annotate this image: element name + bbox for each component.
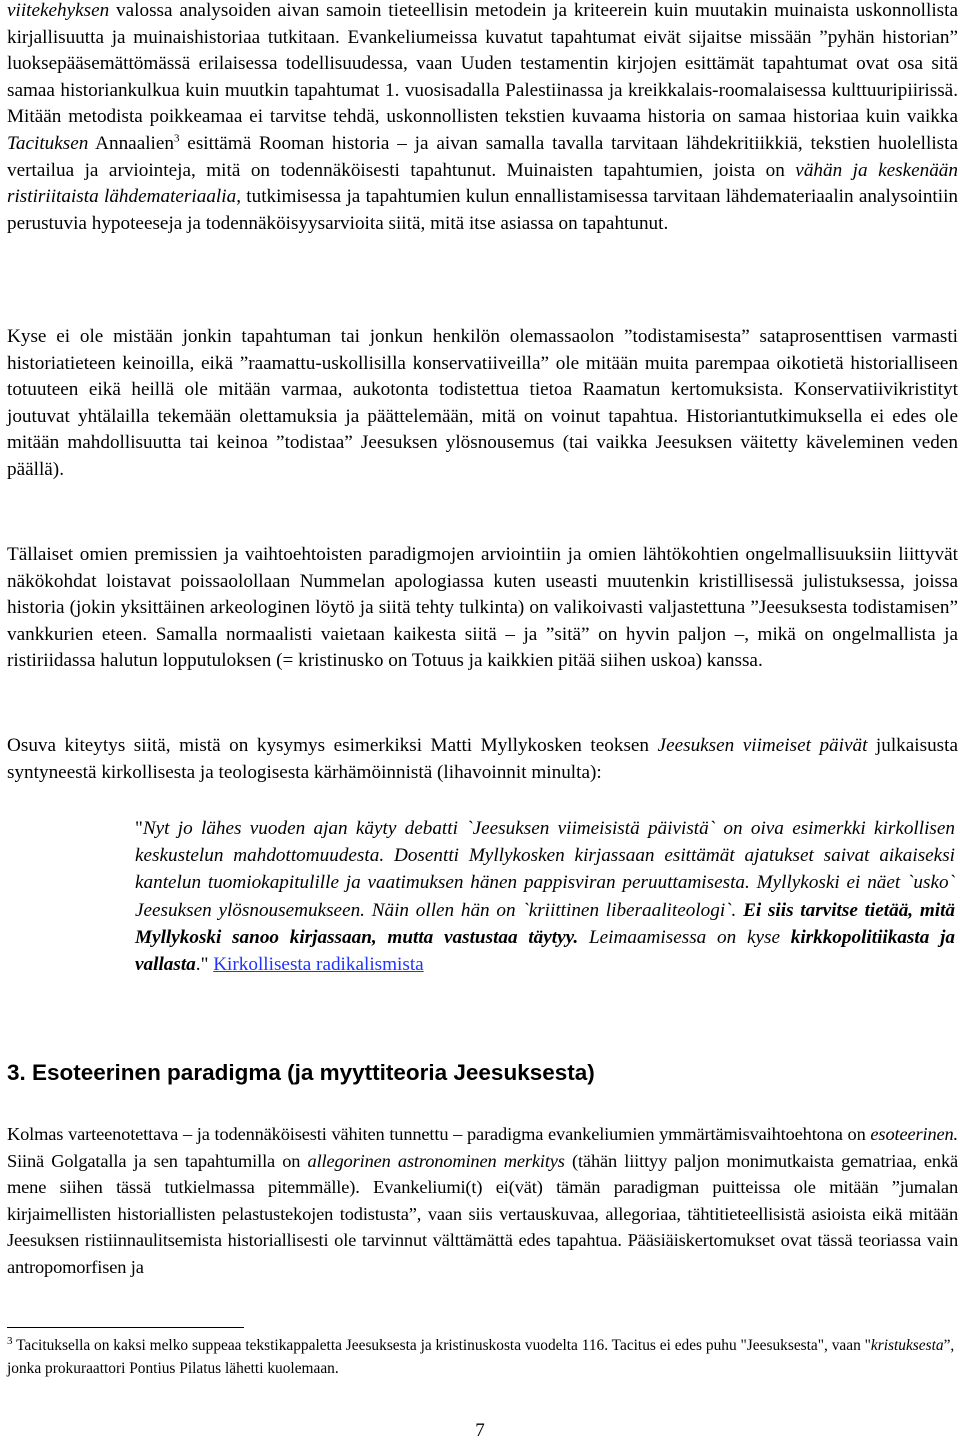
paragraph-premises: Tällaiset omien premissien ja vaihtoehtoisten paradigmojen arviointiin ja omien lähtökohtien ongelmallisuuksiin liittyvät näkökohdat loistavat poissaolollaan Nummelan apologiassa kuten useasti muutenkin kristillisessä julistuksessa, joissa historia (jokin yksittäinen arkeologinen löytö ja siitä tehty tulkinta) on valikoivasti valjastettuna ”Jeesuksesta todistamisen” vankkurien eteen. Samalla normaalisti vaietaan kaikesta siitä – ja ”sitä” on hyvin paljon –, mikä on ongelmallista ja ristiriidassa halutun lopputuloksen (= kristinusko on Totuus ja kaikkien pitää siihen uskoa) kanssa. [7,544,958,672]
footnote: $^3$ Tacituksella on kaksi melko suppeaa tekstikappaletta Jeesuksesta ja kristinuskosta vuodelta 116. Tacitus ei edes puhu "Jeesuksesta", vaan "kristuksesta”, jonka prokuraattori Pontius Pilatus lähetti kuolemaan. [7,1334,955,1377]
page-number: 7 [475,1420,485,1441]
radicalism-link[interactable]: Kirkollisesta radikalismista [213,954,424,976]
paragraph-quote-intro: Osuva kiteytys siitä, mistä on kysymys esimerkiksi Matti Myllykosken teoksen Jeesuksen viimeiset päivät julkaisusta syntyneestä kirkollisesta ja teologisesta kärhämöinnistä (lihavoinnit minulta): [7,735,959,783]
footnote-marker: 3 [173,132,180,145]
block-quote: "Nyt jo lähes vuoden ajan käyty debatti `Jeesuksen viimeisistä päivistä` on oiva esimerkki kirkollisen keskustelun mahdottomuudesta. Dosentti Myllykosken kirjassaan esittämät ajatukset saivat aikaiseksi kantelun tuomiokapitulille ja vaatimuksen hänen pappisviran peruuttamisesta. Myllykoski ei näet `usko` Jeesuksen ylösnousemukseen. Näin ollen hän on `kriittinen liberaaliteologi`. Ei siis tarvitse tietää, mitä Myllykoski sanoo kirjassaan, mutta vastustaa täytyy. Leimaamisessa on kyse kirkkopolitiikasta ja vallasta." Kirkollisesta radikalismista [135,818,955,976]
paragraph-esoteric: Kolmas varteenotettava – ja todennäköisesti vähiten tunnettu – paradigma evankeliumien ymmärtämisvaihtoehtona on esoteerinen. Siinä Golgatalla ja sen tapahtumilla on allegorinen astronominen merkitys (tähän liittyy paljon monimutkaista gematriaa, enkä mene siihen tässä tutkielmassa pitemmälle). Evankeliumi(t) ei(vät) tämän paradigman puitteissa ole mitään ”jumalan kirjaimellisten historiallisten pelastustekojen todistusta”, vaan siis vertauskuvaa, allegoriaa, tähtitieteellisistä asioista eikä mitään Jeesuksen ristiinnaulitsemista historiallisesti ole tarvinnut välttämättä edes tapahtua. Pääsiäiskertomukset ovat tässä teoriassa vain antropomorfisen ja [7,1124,958,1277]
section-heading: 3. Esoteerinen paradigma (ja myyttiteoria Jeesuksesta) [7,1060,595,1085]
footnote-divider [7,1327,244,1328]
paragraph-no-proof: Kyse ei ole mistään jonkin tapahtuman tai jonkun henkilön olemassaolon ”todistamisesta” sataprosenttisen varmasti historiatieteen keinoilla, eikä ”raamattu-uskollisilla konservatiiveilla” ole mitään muita parempaa oikotietä historialliseen totuuteen eikä heillä ole mitään varmaa, aukotonta todistettua tietoa Raamatun kertomuksista. Konservatiivikristityt joutuvat yhtälailla tekemään olettamuksia ja päättelemään, mitä on voinut tapahtua. Historiantutkimuksella ei edes ole mitään mahdollisuutta tai keinoa ”todistaa” Jeesuksen ylösnousemus (tai vaikka Jeesuksen väitetty käveleminen veden päällä). [7,326,958,480]
paragraph-historical-method: viitekehyksen valossa analysoiden aivan samoin tieteellisin metodein ja kriteerein kuin muutakin muinaista uskonnollista kirjallisuutta ja muinaishistoriaa tutkitaan. Evankeliumeissa kuvatut tapahtumat eivät sijaitse missään ”pyhän historian” luoksepääsemättömässä erilaisessa todellisuudessa, vaan Uuden testamentin kirjojen esittämät tapahtumat ovat osa sitä samaa historiankulkua kuin muutkin tapahtumat 1. vuosisadalla Palestiinassa ja kreikkalais-roomalaisessa kulttuuripiirissä. Mitään metodista poikkeamaa ei tarvitse tehdä, uskonnollisten tekstien kuvaama historia on samaa historiaa kuin vaikka Tacituksen Annaalien$^3$ esittämä Rooman historia – ja aivan samalla tavalla tarvitaan lähdekritiikkiä, tekstien huolellista vertailua ja arviointeja, mitä on todennäköisesti tapahtunut. Muinaisten tapahtumien, joista on vähän ja keskenään ristiriitaista lähdemateriaalia, tutkimisessa ja tapahtumien kulun ennallistamisessa tarvitaan lähdemateriaalin analysointiin perustuvia hypoteeseja ja todennäköisyysarvioita siitä, mitä itse asiassa on tapahtunut. [7,0,958,234]
